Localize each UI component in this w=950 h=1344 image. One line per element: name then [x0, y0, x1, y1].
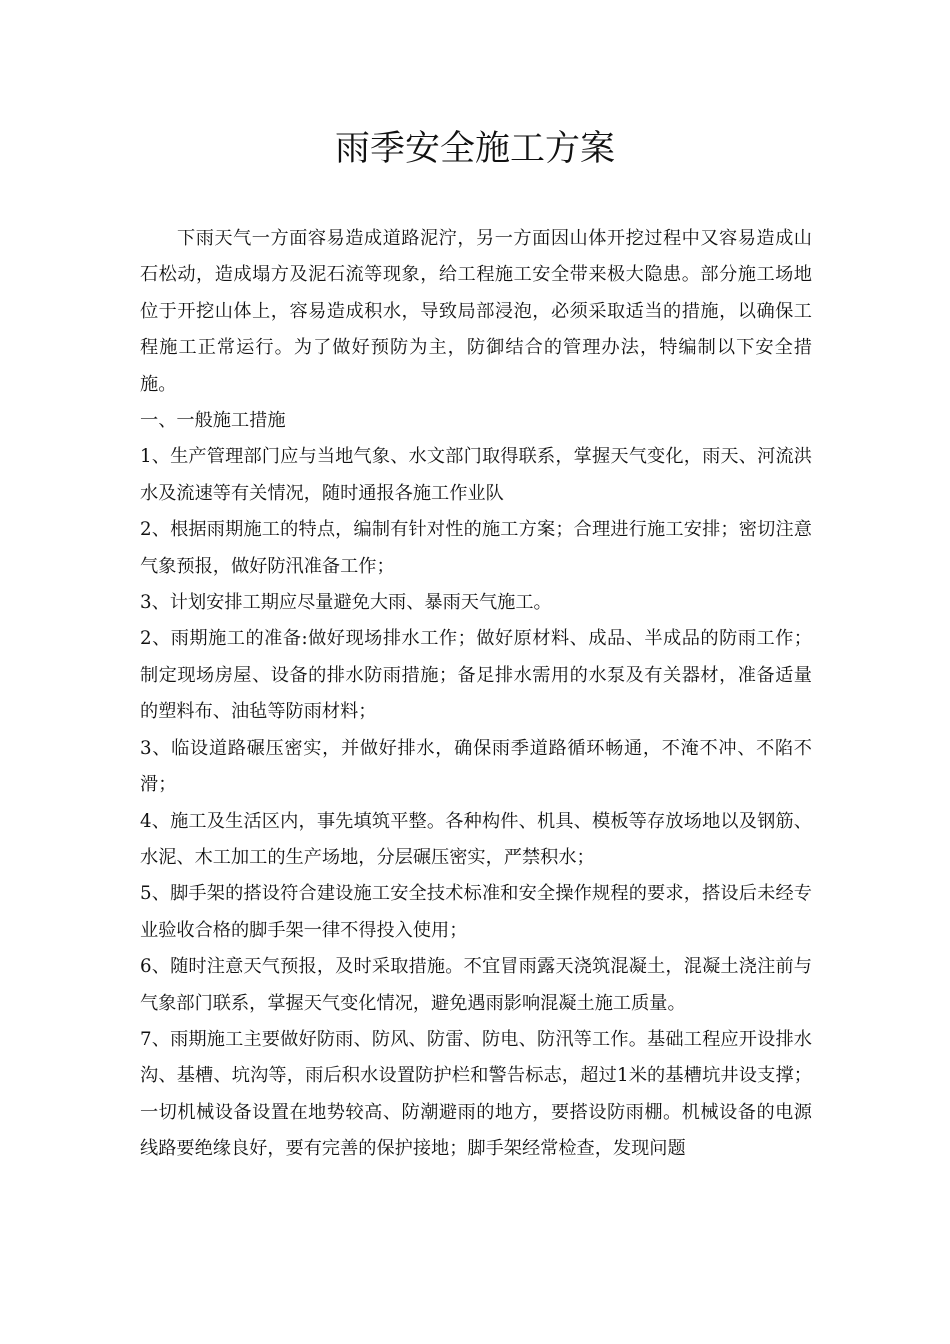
list-item: 3、计划安排工期应尽量避免大雨、暴雨天气施工。 [140, 592, 552, 614]
list-item: 4、施工及生活区内，事先填筑平整。各种构件、机具、模板等存放场地以及钢筋、水泥、木工加工的生产场地，分层碾压密实，严禁积水； [140, 810, 812, 868]
list-item: 2、雨期施工的准备:做好现场排水工作；做好原材料、成品、半成品的防雨工作；制定现场房屋、设备的排水防雨措施；备足排水需用的水泵及有关器材，准备适量的塑料布、油毡等防雨材料； [140, 628, 812, 723]
section-heading: 一、一般施工措施 [140, 410, 286, 432]
list-item: 3、临设道路碾压密实，并做好排水，确保雨季道路循环畅通，不淹不冲、不陷不滑； [140, 737, 812, 796]
list-item: 7、雨期施工主要做好防雨、防风、防雷、防电、防汛等工作。基础工程应开设排水沟、基槽、坑沟等，雨后积水设置防护栏和警告标志，超过1米的基槽坑井设支撑；一切机械设备设置在地势较高、防潮避雨的地方，要搭设防雨棚。机械设备的电源线路要绝缘良好，要有完善的保护接地；脚手架经常检查，发现问题 [140, 1028, 812, 1160]
list-item: 1、生产管理部门应与当地气象、水文部门取得联系，掌握天气变化，雨天、河流洪水及流速等有关情况，随时通报各施工作业队 [140, 446, 812, 504]
intro-paragraph: 下雨天气一方面容易造成道路泥泞，另一方面因山体开挖过程中又容易造成山石松动，造成塌方及泥石流等现象，给工程施工安全带来极大隐患。部分施工场地位于开挖山体上，容易造成积水，导致局部浸泡，必须采取适当的措施，以确保工程施工正常运行。为了做好预防为主，防御结合的管理办法，特编制以下安全措施。 [140, 228, 812, 395]
list-item: 6、随时注意天气预报，及时采取措施。不宜冒雨露天浇筑混凝土，混凝土浇注前与气象部门联系，掌握天气变化情况，避免遇雨影响混凝土施工质量。 [140, 956, 812, 1014]
document-body [140, 221, 812, 1168]
list-item: 5、脚手架的搭设符合建设施工安全技术标准和安全操作规程的要求，搭设后未经专业验收合格的脚手架一律不得投入使用； [140, 883, 812, 941]
list-item: 2、根据雨期施工的特点，编制有针对性的施工方案；合理进行施工安排；密切注意气象预报，做好防汛准备工作； [140, 519, 812, 577]
document-title: 雨季安全施工方案 [334, 129, 615, 169]
